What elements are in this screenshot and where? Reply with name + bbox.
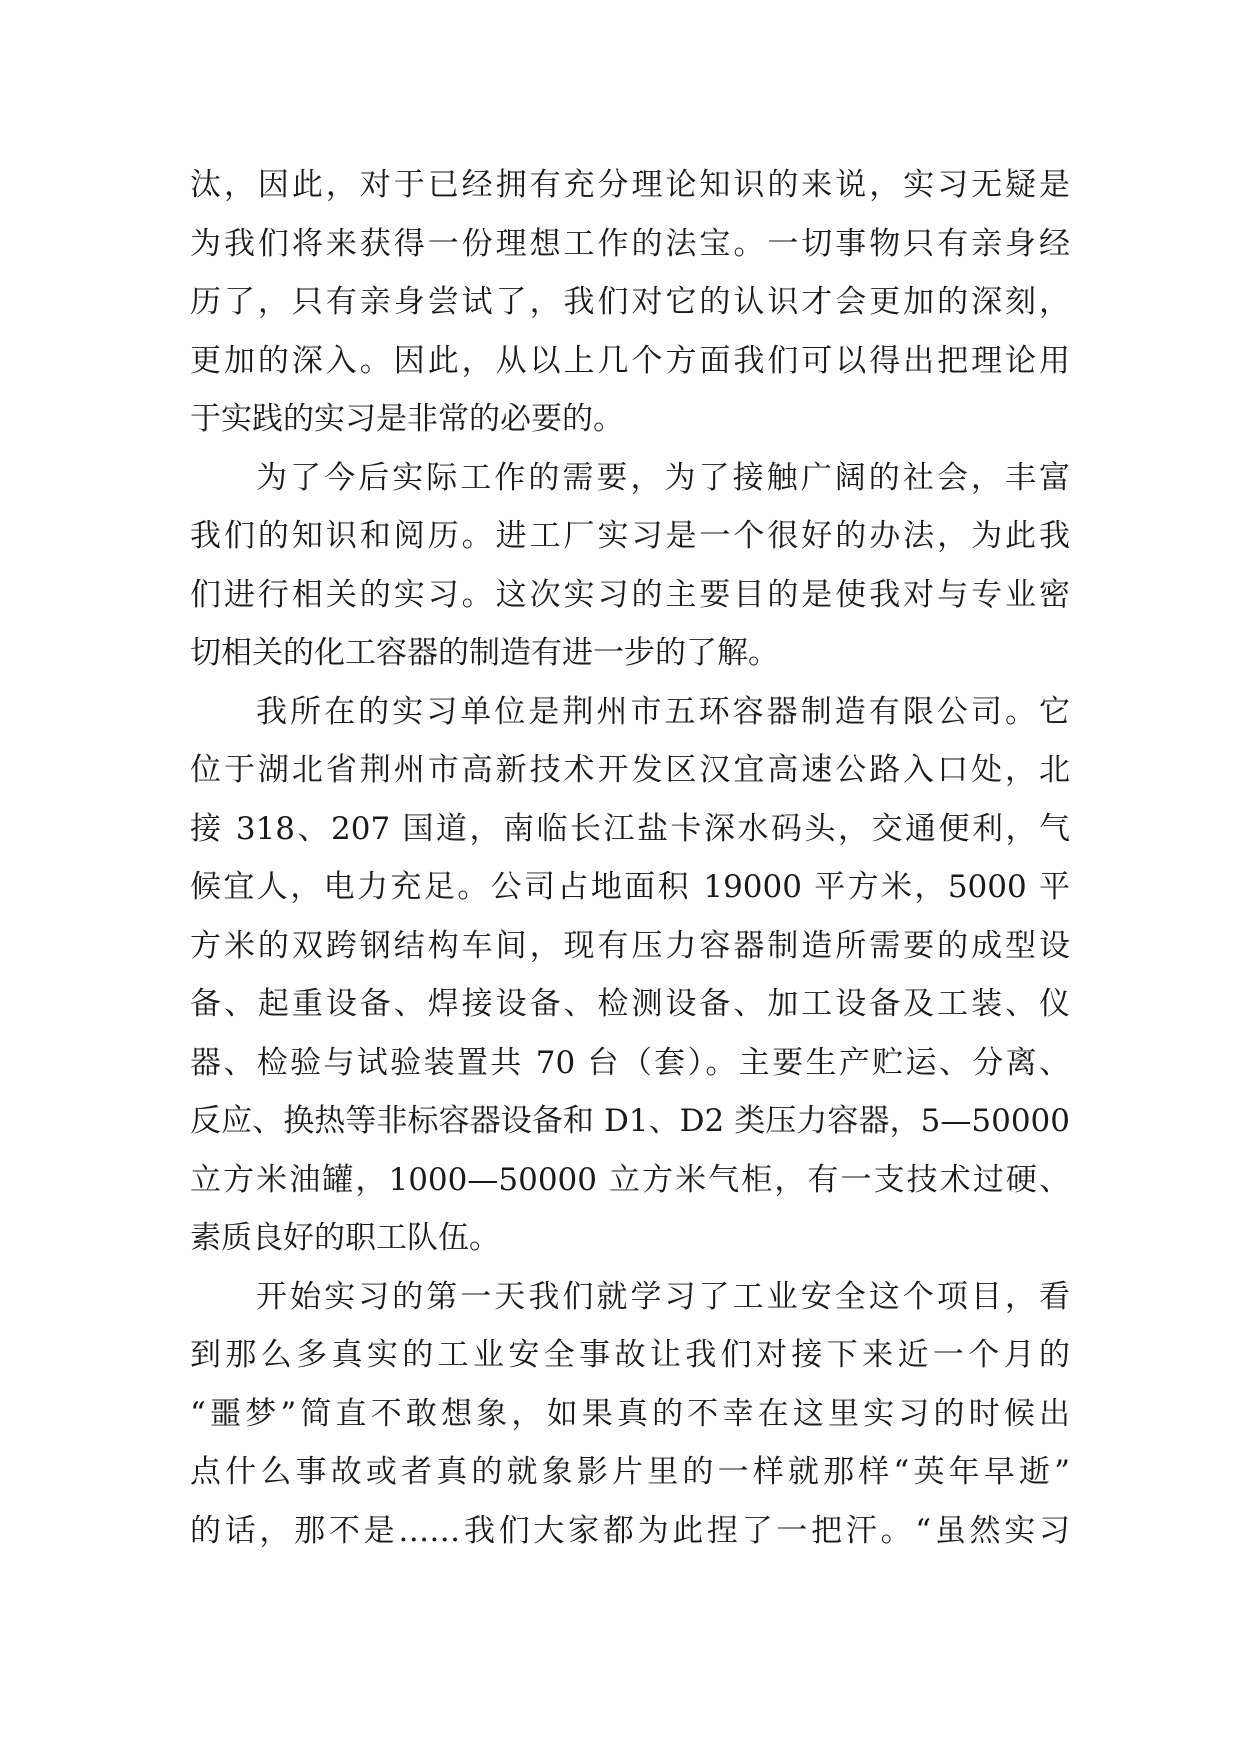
text-line: 历了，只有亲身尝试了，我们对它的认识才会更加的深刻， bbox=[190, 284, 1070, 320]
text-line: 方米的双跨钢结构车间，现有压力容器制造所需要的成型设 bbox=[190, 927, 1070, 964]
text-line: 立方米油罐，1000—50000 立方米气柜，有一支技术过硬、 bbox=[190, 1161, 1070, 1198]
text-line: 开始实习的第一天我们就学习了工业安全这个项目，看 bbox=[256, 1278, 1070, 1315]
text-line: 为我们将来获得一份理想工作的法宝。一切事物只有亲身经 bbox=[190, 225, 1070, 262]
text-line: 到那么多真实的工业安全事故让我们对接下来近一个月的 bbox=[190, 1337, 1070, 1373]
text-line: 器、检验与试验装置共 70 台（套）。主要生产贮运、分离、 bbox=[190, 1044, 1070, 1081]
text-line: “噩梦”简直不敢想象，如果真的不幸在这里实习的时候出 bbox=[190, 1395, 1070, 1432]
text-line: 汰，因此，对于已经拥有充分理论知识的来说，实习无疑是 bbox=[190, 167, 1070, 203]
text-line: 更加的深入。因此，从以上几个方面我们可以得出把理论用 bbox=[190, 342, 1070, 379]
text-line: 素质良好的职工队伍。 bbox=[190, 1220, 500, 1256]
text-line: 于实践的实习是非常的必要的。 bbox=[190, 401, 624, 437]
text-line: 我所在的实习单位是荆州市五环容器制造有限公司。它 bbox=[256, 693, 1070, 730]
paragraph bbox=[190, 156, 1070, 449]
paragraph bbox=[190, 1268, 1070, 1561]
text-line: 反应、换热等非标容器设备和 D1、D2 类压力容器，5—50000 bbox=[190, 1103, 1070, 1139]
text-line: 们进行相关的实习。这次实习的主要目的是使我对与专业密 bbox=[190, 576, 1070, 613]
text-line: 的话，那不是……我们大家都为此捏了一把汗。“虽然实习 bbox=[190, 1512, 1070, 1549]
text-line: 我们的知识和阅历。进工厂实习是一个很好的办法，为此我 bbox=[190, 518, 1070, 554]
text-line: 候宜人，电力充足。公司占地面积 19000 平方米，5000 平 bbox=[190, 869, 1070, 905]
text-line: 切相关的化工容器的制造有进一步的了解。 bbox=[190, 635, 779, 671]
paragraph bbox=[190, 683, 1070, 1268]
text-line: 位于湖北省荆州市高新技术开发区汉宜高速公路入口处，北 bbox=[190, 752, 1070, 788]
text-line: 接 318、207 国道，南临长江盐卡深水码头，交通便利，气 bbox=[190, 810, 1070, 847]
document-body bbox=[190, 156, 1070, 1560]
text-line: 为了今后实际工作的需要，为了接触广阔的社会，丰富 bbox=[256, 459, 1070, 496]
text-line: 点什么事故或者真的就象影片里的一样就那样“英年早逝” bbox=[190, 1454, 1070, 1490]
paragraph bbox=[190, 449, 1070, 683]
text-line: 备、起重设备、焊接设备、检测设备、加工设备及工装、仪 bbox=[190, 986, 1070, 1022]
